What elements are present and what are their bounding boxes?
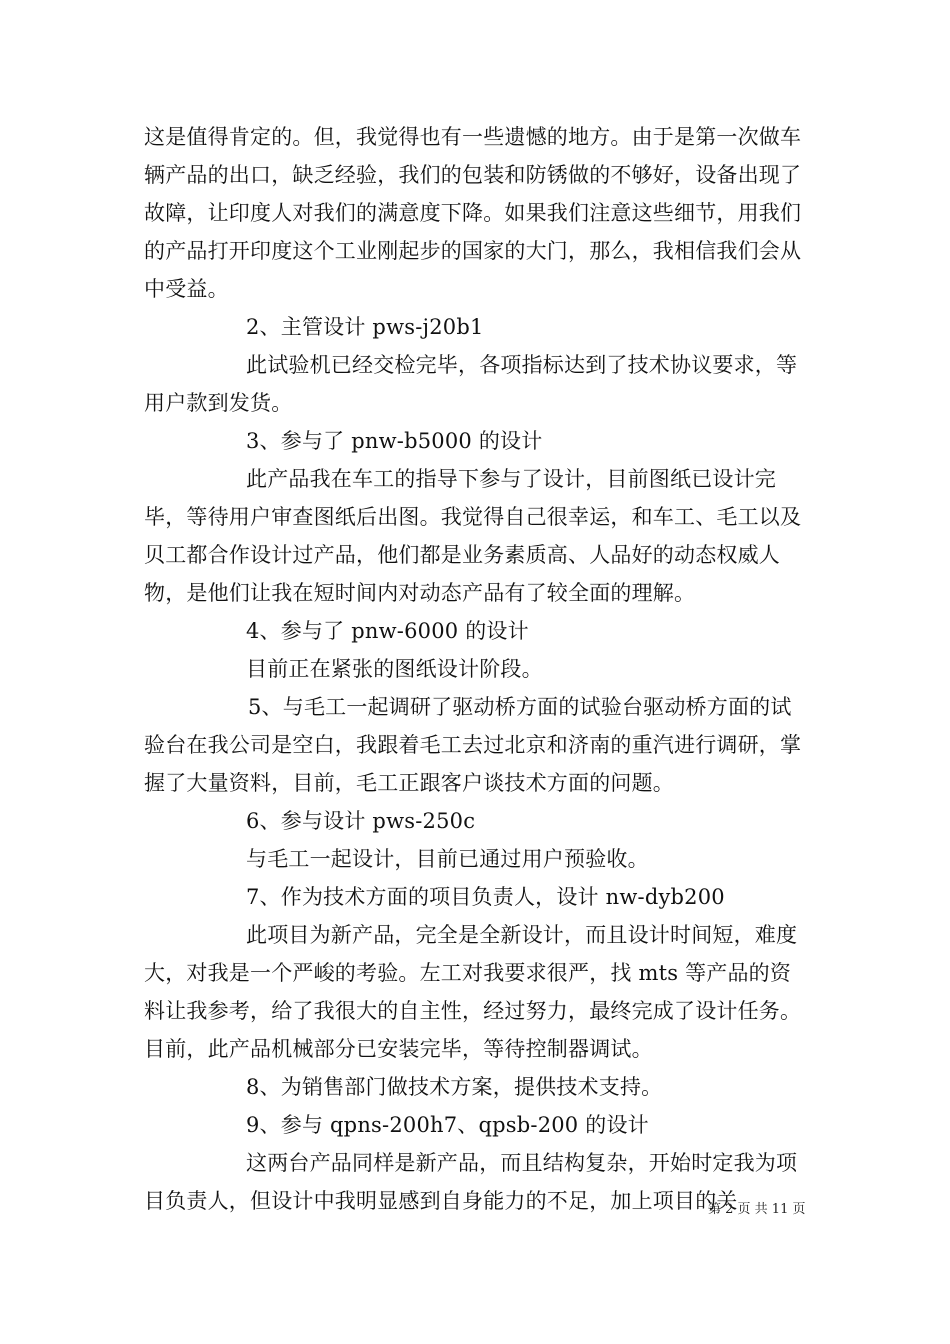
paragraph-intro: 这是值得肯定的。但，我觉得也有一些遗憾的地方。由于是第一次做车辆产品的出口，缺乏经验，我们的包装和防锈做的不够好，设备出现了故障，让印度人对我们的满意度下降。如果我们注意这些细节，用我们的产品打开印度这个工业刚起步的国家的大门，那么，我相信我们会从中受益。: [144, 125, 802, 301]
item-body-9: 这两台产品同样是新产品，而且结构复杂，开始时定我为项目负责人，但设计中我明显感到自身能力的不足，加上项目的关: [144, 1151, 798, 1213]
item-heading-2: 2、主管设计 pws-j20b1: [246, 315, 484, 339]
item-body-6: 与毛工一起设计，目前已通过用户预验收。: [246, 847, 649, 871]
item-heading-5: 5、与毛工一起调研了驱动桥方面的试验台驱动桥方面的试验台在我公司是空白，我跟着毛工去过北京和济南的重汽进行调研，掌握了大量资料，目前，毛工正跟客户谈技术方面的问题。: [144, 695, 802, 795]
item-heading-4: 4、参与了 pnw-6000 的设计: [246, 619, 529, 643]
item-body-7: 此项目为新产品，完全是全新设计，而且设计时间短，难度大，对我是一个严峻的考验。左工对我要求很严，找 mts 等产品的资料让我参考，给了我很大的自主性，经过努力，最终完成了设计任务。目前，此产品机械部分已安装完毕，等待控制器调试。: [144, 923, 802, 1061]
item-body-2: 此试验机已经交检完毕，各项指标达到了技术协议要求，等用户款到发货。: [144, 353, 798, 415]
item-heading-7: 7、作为技术方面的项目负责人，设计 nw-dyb200: [246, 885, 725, 909]
item-heading-6: 6、参与设计 pws-250c: [246, 809, 476, 833]
item-heading-9: 9、参与 qpns-200h7、qpsb-200 的设计: [246, 1113, 649, 1137]
item-heading-8: 8、为销售部门做技术方案，提供技术支持。: [246, 1075, 663, 1099]
document-body: [144, 118, 812, 1220]
item-body-3: 此产品我在车工的指导下参与了设计，目前图纸已设计完毕，等待用户审查图纸后出图。我觉得自己很幸运，和车工、毛工以及贝工都合作设计过产品，他们都是业务素质高、人品好的动态权威人物，是他们让我在短时间内对动态产品有了较全面的理解。: [144, 467, 802, 605]
item-body-4: 目前正在紧张的图纸设计阶段。: [246, 657, 543, 681]
page-number-footer: 第 2 页 共 11 页: [708, 1202, 806, 1217]
item-heading-3: 3、参与了 pnw-b5000 的设计: [246, 429, 543, 453]
